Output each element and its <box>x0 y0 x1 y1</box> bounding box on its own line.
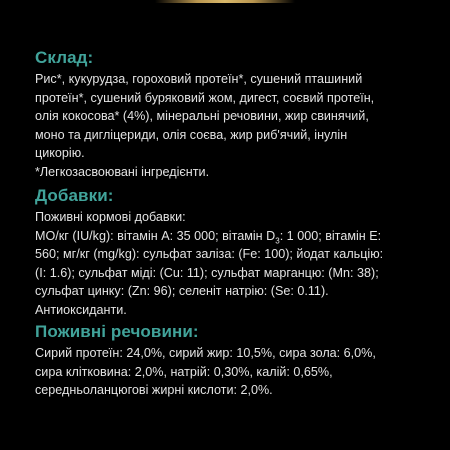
additives-line: 560; мг/кг (mg/kg): сульфат заліза: (Fe: 100); йодат кальцію: <box>35 247 384 261</box>
gold-divider-line <box>155 0 295 3</box>
additives-line: сульфат цинку: (Zn: 96); селеніт натрію: (Se: 0.11). <box>35 284 329 298</box>
vitamin-d-subscript: 3 <box>275 236 280 246</box>
composition-line: моно та дигліцериди, олія соєва, жир риб'ячий, інулін <box>35 127 348 142</box>
composition-line: протеїн*, сушений буряковий жом, дигест, соєвий протеїн, <box>35 90 375 105</box>
composition-section <box>35 48 425 181</box>
composition-line: олія кокосова* (4%), мінеральні речовини, жир свинячий, <box>35 109 369 123</box>
composition-line: цикорію. <box>35 146 85 160</box>
composition-heading: Склад: <box>35 48 94 67</box>
additives-line-part: : 1 000; вітамін Е: <box>279 228 382 243</box>
additives-line: Поживні кормові добавки: <box>35 210 186 224</box>
additives-line-part: МО/кг (IU/kg): вітамін А: 35 000; вітамін D <box>35 228 276 243</box>
additives-line: Антиоксиданти. <box>35 302 127 317</box>
nutrients-heading: Поживні речовини: <box>35 322 199 341</box>
additives-vitamins-line <box>35 227 425 246</box>
composition-line: Рис*, кукурудза, гороховий протеїн*, сушений пташиний <box>35 72 363 86</box>
nutrients-section <box>35 322 425 400</box>
nutrients-line: середньоланцюгові жирні кислоти: 2,0%. <box>35 383 273 397</box>
additives-heading: Добавки: <box>35 186 114 205</box>
additives-line: (I: 1.6); сульфат міді: (Cu: 11); сульфат марганцю: (Mn: 38); <box>35 265 379 280</box>
nutrients-line: Сирий протеїн: 24,0%, сирий жир: 10,5%, сира зола: 6,0%, <box>35 346 376 360</box>
additives-section <box>35 186 425 319</box>
composition-footnote: *Легкозасвоювані інгредієнти. <box>35 164 210 179</box>
nutrients-line: сира клітковина: 2,0%, натрій: 0,30%, калій: 0,65%, <box>35 364 333 379</box>
